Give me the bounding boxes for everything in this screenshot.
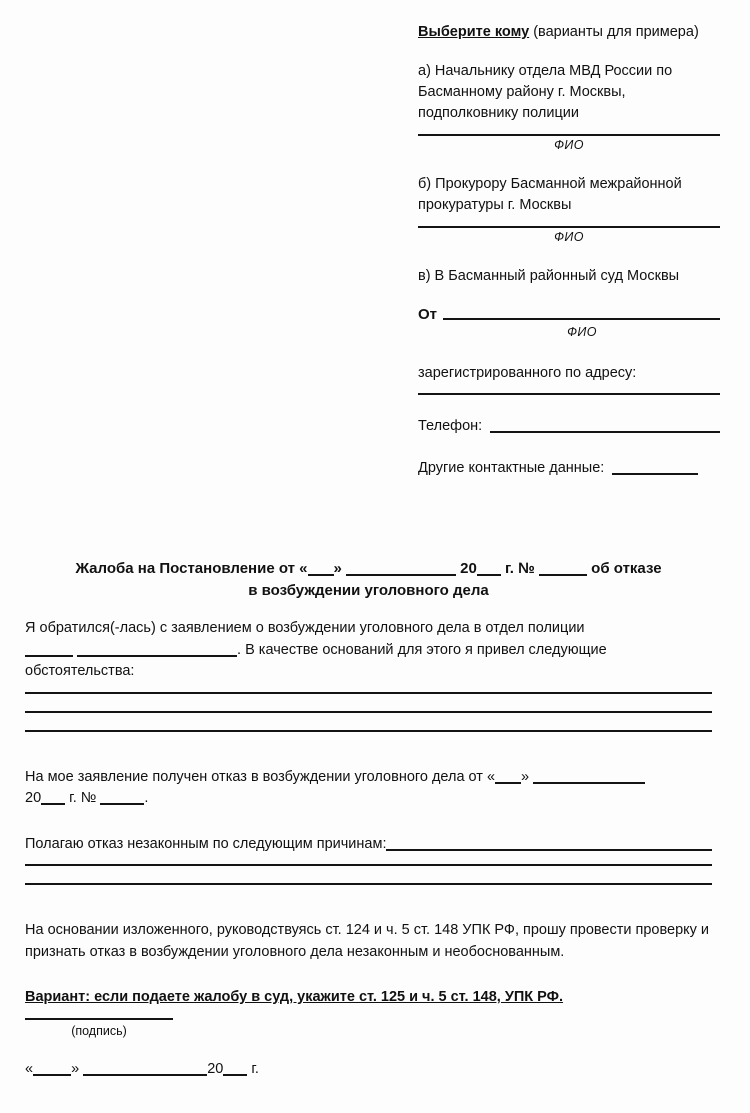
title-year-blank[interactable]	[477, 574, 501, 576]
date-field[interactable]	[25, 1059, 365, 1080]
title-number-blank[interactable]	[539, 574, 587, 576]
addressee-option-b[interactable]: б) Прокурору Басманной межрайонной прокуратуры г. Москвы	[418, 176, 682, 213]
document-body	[25, 618, 712, 1009]
spacer	[25, 749, 712, 767]
signature-caption: (подпись)	[71, 1024, 127, 1038]
phone-field[interactable]	[418, 416, 720, 437]
reasons-blank-lines[interactable]	[25, 864, 712, 885]
paragraph-2-line2-mid: г. №	[65, 790, 101, 806]
paragraph-2-number-blank[interactable]	[100, 803, 144, 805]
addressee-fio-field-b[interactable]	[418, 226, 720, 246]
paragraph-1-end: . В качестве оснований для этого я привел следующие обстоятельства:	[25, 641, 607, 679]
title-part-2: »	[333, 560, 347, 577]
date-day-blank[interactable]	[33, 1074, 71, 1076]
fio-caption-b: ФИО	[554, 230, 584, 244]
date-quote-open: «	[25, 1061, 34, 1077]
title-part-1: Жалоба на Постановление от «	[75, 560, 308, 577]
blank-line[interactable]	[25, 711, 712, 713]
paragraph-2-year-blank[interactable]	[41, 803, 65, 805]
date-year-blank[interactable]	[223, 1074, 247, 1076]
registered-address-blank-line[interactable]	[418, 393, 720, 395]
from-caption: ФИО	[567, 325, 597, 339]
title-day-blank[interactable]	[308, 574, 334, 576]
blank-line[interactable]	[25, 883, 712, 885]
paragraph-1	[25, 618, 712, 683]
from-label: От	[418, 306, 438, 323]
phone-label: Телефон:	[418, 418, 483, 434]
blank-line[interactable]	[25, 692, 712, 694]
signature-block	[25, 1018, 365, 1080]
addressee-option-v[interactable]: в) В Басманный районный суд Москвы	[418, 268, 680, 284]
title-part-3: 20	[456, 560, 477, 577]
from-field[interactable]	[418, 305, 720, 324]
date-quote-close: »	[71, 1061, 80, 1077]
spacer	[25, 963, 712, 987]
spacer	[25, 902, 712, 920]
paragraph-2-month-blank[interactable]	[533, 782, 645, 784]
spacer	[25, 810, 712, 834]
addressee-block	[418, 22, 720, 479]
paragraph-1-start: Я обратился(-лась) с заявлением о возбуждении уголовного дела в отдел полиции	[25, 620, 585, 636]
paragraph-2-line2-start: 20	[25, 790, 42, 806]
paragraph-2-day-blank[interactable]	[495, 782, 521, 784]
date-suffix: г.	[251, 1061, 259, 1077]
other-contacts-field[interactable]	[418, 458, 720, 479]
variant-note: Вариант: если подаете жалобу в суд, укажите ст. 125 и ч. 5 ст. 148, УПК РФ.	[25, 989, 564, 1005]
paragraph-1-blank-b[interactable]	[77, 655, 237, 657]
addressee-lead-bold: Выберите кому	[418, 24, 530, 40]
document-title-line2: в возбуждении уголовного дела	[248, 582, 489, 599]
addressee-lead	[418, 22, 720, 43]
paragraph-1-blank-a[interactable]	[25, 655, 73, 657]
reasons-label: Полагаю отказ незаконным по следующим причинам:	[25, 835, 387, 852]
title-part-5: об отказе	[587, 560, 662, 577]
paragraph-2	[25, 767, 712, 810]
paragraph-4-request: На основании изложенного, руководствуясь ст. 124 и ч. 5 ст. 148 УПК РФ, прошу провести проверку и признать отказ в возбуждении уголовного дела незаконным и необоснованным.	[25, 922, 710, 960]
other-contacts-blank-line[interactable]	[612, 473, 698, 475]
fio-caption-a: ФИО	[554, 138, 584, 152]
date-month-blank[interactable]	[83, 1074, 207, 1076]
blank-line[interactable]	[25, 864, 712, 866]
blank-line[interactable]	[25, 730, 712, 732]
document-title	[25, 558, 712, 602]
phone-blank-line[interactable]	[490, 431, 720, 433]
addressee-option-a[interactable]: а) Начальнику отдела МВД России по Басманному району г. Москвы, подполковнику полиции	[418, 63, 673, 121]
addressee-lead-rest: (варианты для примера)	[529, 24, 699, 40]
paragraph-2-line1: На мое заявление получен отказ в возбуждении уголовного дела от «	[25, 768, 496, 785]
other-contacts-label: Другие контактные данные:	[418, 460, 605, 476]
title-month-blank[interactable]	[346, 574, 456, 576]
date-year-prefix: 20	[207, 1061, 224, 1077]
circumstances-blank-lines[interactable]	[25, 692, 712, 732]
reasons-field[interactable]	[25, 834, 712, 856]
reasons-blank-line[interactable]	[386, 849, 712, 851]
paragraph-2-mid: »	[521, 768, 534, 785]
title-part-4: г. №	[500, 560, 540, 577]
addressee-fio-field-a[interactable]	[418, 134, 720, 154]
registered-address-label: зарегистрированного по адресу:	[418, 365, 637, 381]
from-blank-line[interactable]	[443, 318, 720, 320]
paragraph-2-line2-end: .	[144, 790, 149, 806]
